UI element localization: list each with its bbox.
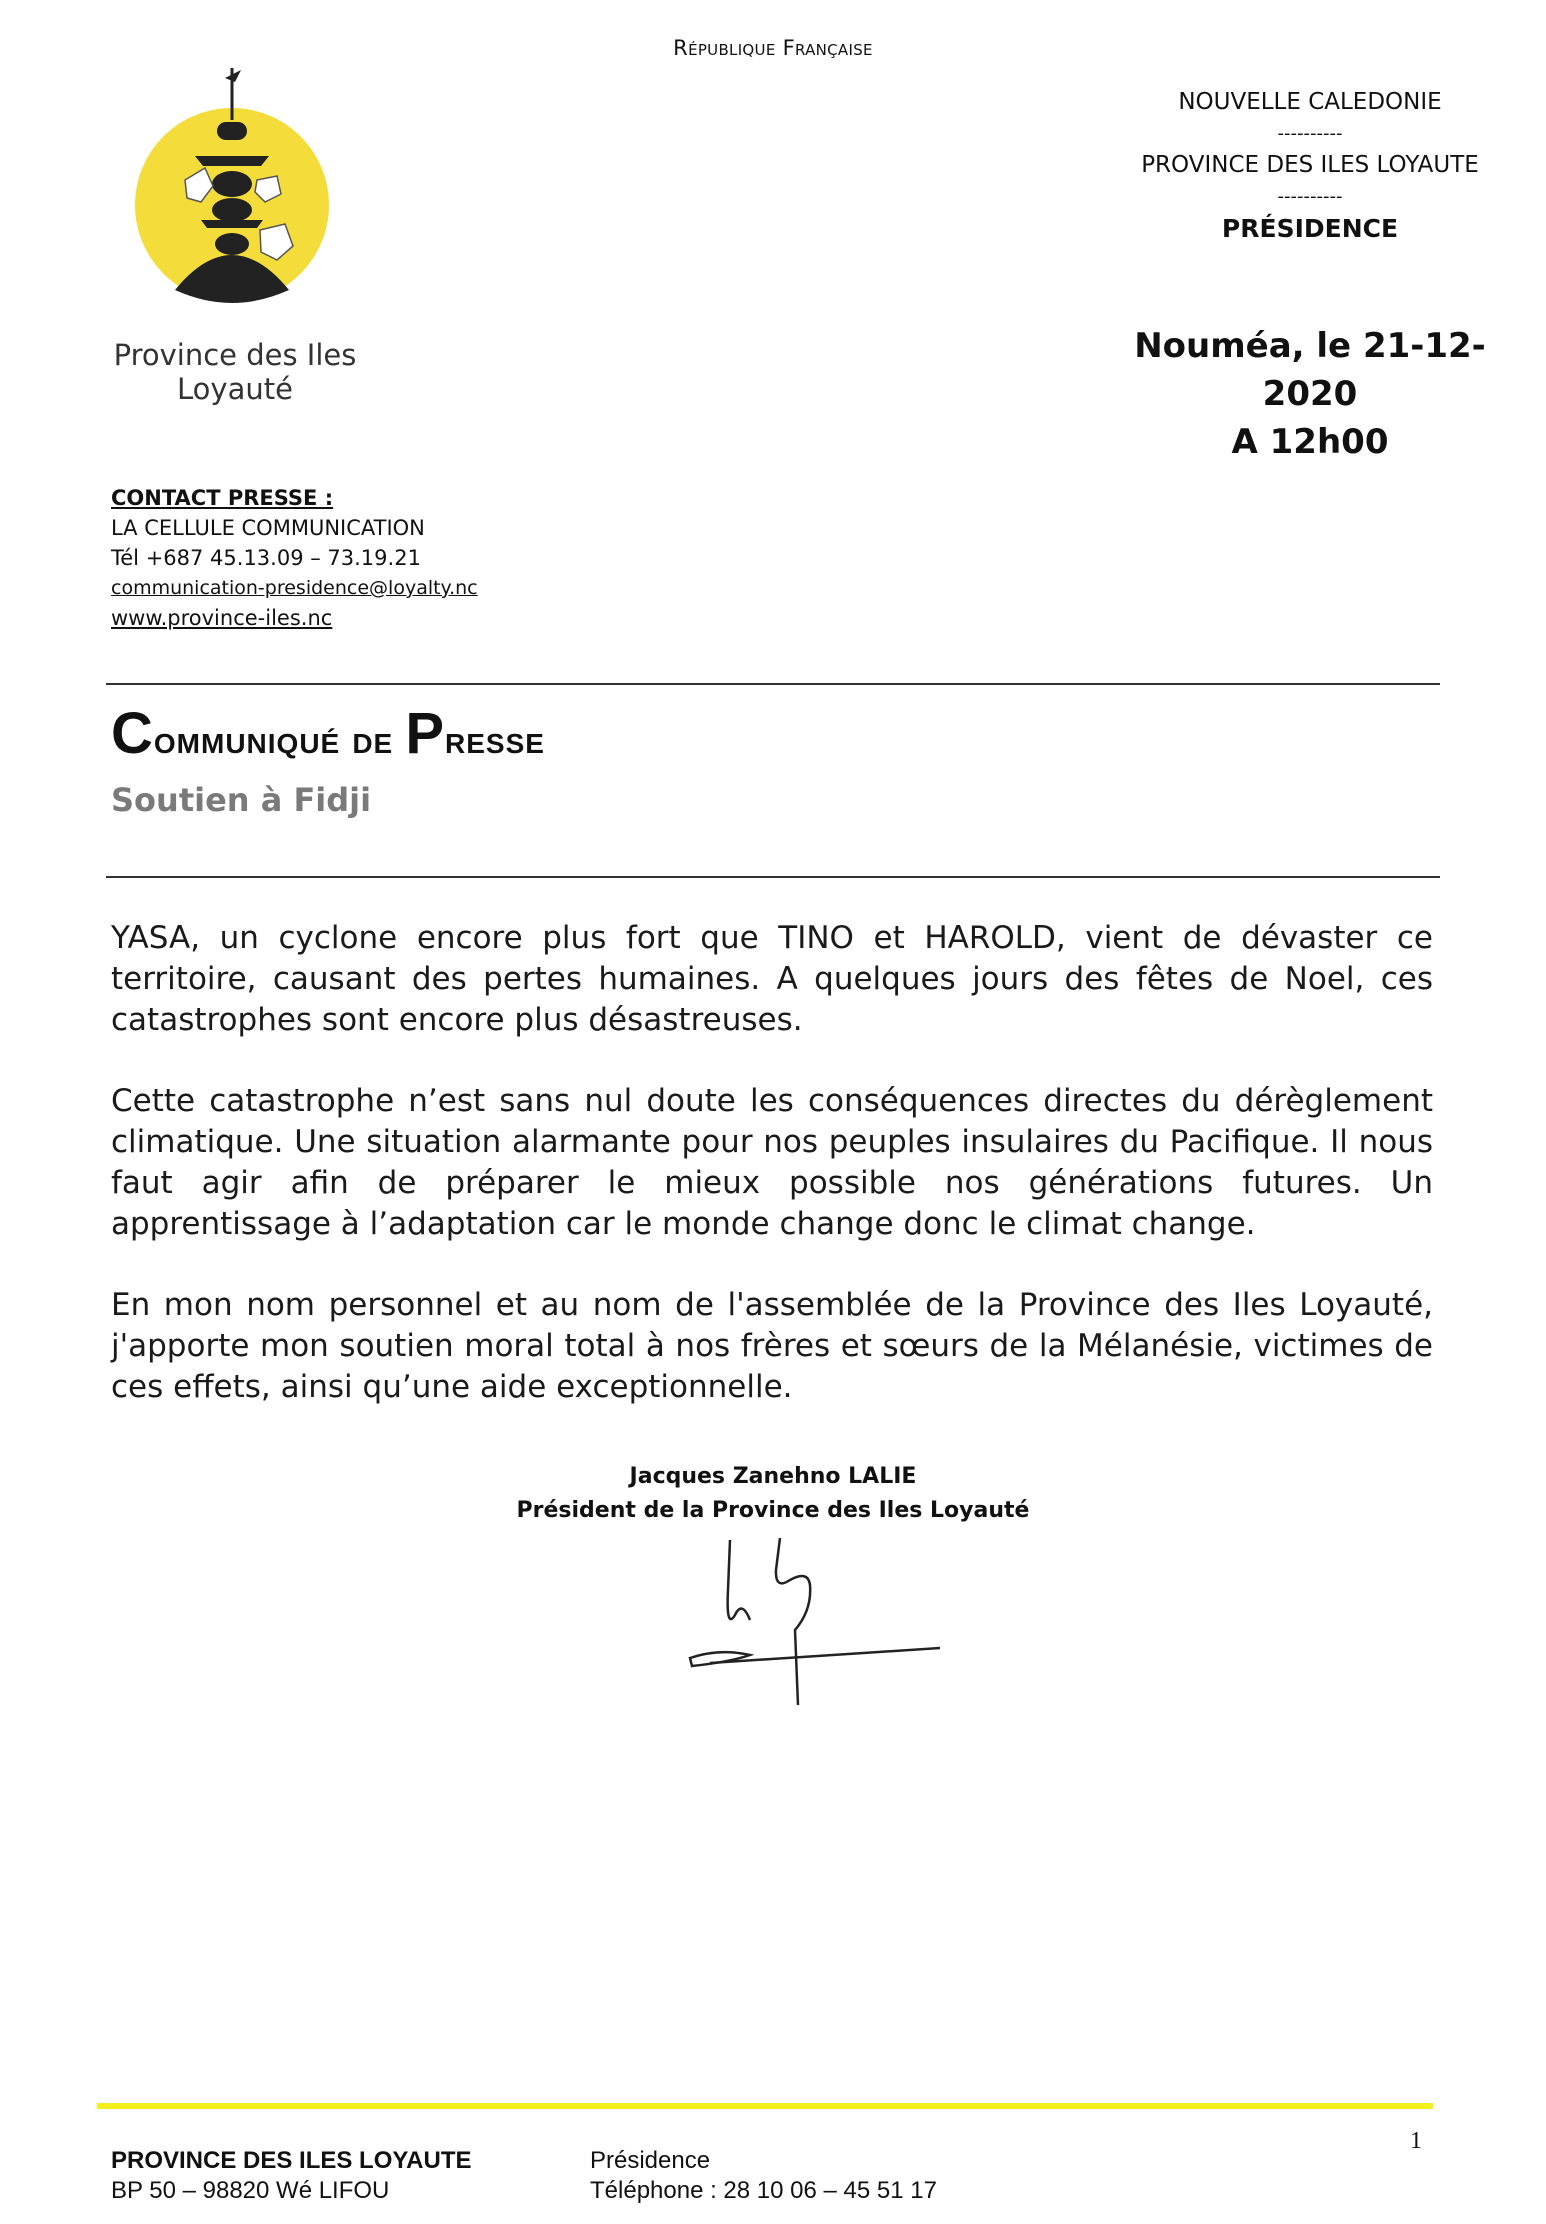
contact-label: CONTACT PRESSE :	[111, 486, 334, 510]
contact-email-link[interactable]: communication-presidence@loyalty.nc	[111, 577, 478, 599]
footer-address: BP 50 – 98820 Wé LIFOU	[111, 2177, 390, 2204]
footer-organization	[111, 2146, 472, 2206]
handwritten-signature-icon	[680, 1530, 960, 1730]
contact-phone: Tél +687 45.13.09 – 73.19.21	[111, 546, 421, 570]
title-initial-c: C	[111, 701, 154, 766]
header-separator: ----------	[1277, 123, 1343, 144]
header-authority-block	[1090, 86, 1530, 245]
header-line-province: PROVINCE DES ILES LOYAUTE	[1141, 152, 1479, 178]
signatory-role: Président de la Province des Iles Loyauté	[516, 1498, 1030, 1523]
press-release-body	[111, 918, 1433, 1448]
header-separator: ----------	[1277, 186, 1343, 207]
title-initial-p: P	[405, 701, 446, 766]
time-line: A 12h00	[1231, 422, 1389, 462]
province-emblem-icon	[55, 60, 415, 340]
province-logo	[55, 60, 415, 380]
body-paragraph: YASA, un cyclone encore plus fort que TINO et HAROLD, vient de dévaster ce territoire, causant des pertes humaines. A quelques jours des fêtes de Noel, ces catastrophes sont encore plus désastreuses.	[111, 920, 1433, 1038]
footer-org-name: PROVINCE DES ILES LOYAUTE	[111, 2147, 472, 2174]
date-line: Nouméa, le 21-12-2020	[1134, 326, 1486, 414]
footer-department: Présidence	[590, 2147, 711, 2174]
divider	[106, 876, 1440, 878]
press-contact	[111, 483, 478, 633]
divider	[106, 683, 1440, 685]
body-paragraph: Cette catastrophe n’est sans nul doute les conséquences directes du dérèglement climatique. Une situation alarmante pour nos peuples insulaires du Pacifique. Il nous faut agir afin de préparer le mieux possible nos générations futures. Un apprentissage à l’adaptation car le monde change donc le climat change.	[111, 1083, 1433, 1242]
page-number: 1	[1410, 2128, 1422, 2154]
document-subtitle: Soutien à Fidji	[111, 781, 372, 819]
signatory-block	[0, 1460, 1546, 1528]
footer-phone: Téléphone : 28 10 06 – 45 51 17	[590, 2177, 937, 2204]
footer-contact	[590, 2146, 937, 2206]
title-part-2: resse	[445, 718, 545, 762]
republique-francaise-heading: République Française	[673, 36, 873, 60]
document-title	[111, 700, 545, 767]
footer-rule	[97, 2103, 1433, 2109]
header-line-presidence: PRÉSIDENCE	[1221, 214, 1399, 243]
signatory-name: Jacques Zanehno LALIE	[629, 1464, 917, 1489]
date-block	[1090, 322, 1530, 466]
contact-website-link[interactable]: www.province-iles.nc	[111, 606, 333, 630]
header-line-territory: NOUVELLE CALEDONIE	[1178, 89, 1442, 115]
title-part-1: ommuniqué de	[153, 718, 406, 762]
logo-caption: Province des Iles Loyauté	[113, 338, 357, 406]
body-paragraph: En mon nom personnel et au nom de l'assemblée de la Province des Iles Loyauté, j'apporte mon soutien moral total à nos frères et sœurs de la Mélanésie, victimes de ces effets, ainsi qu’une aide exceptionnelle.	[111, 1287, 1433, 1405]
contact-cell: LA CELLULE COMMUNICATION	[111, 516, 425, 540]
